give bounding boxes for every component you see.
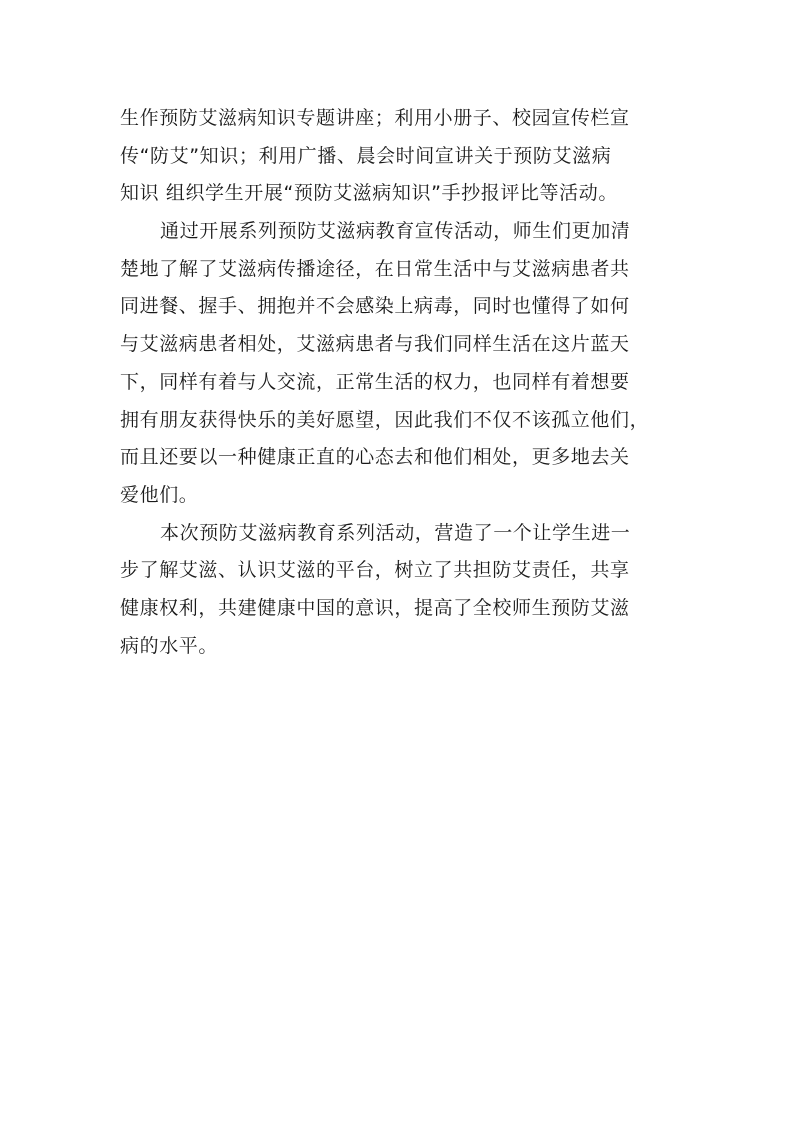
- paragraph-conclusion: [120, 515, 680, 666]
- paragraph-outcomes: [120, 213, 680, 515]
- text-line: 步了解艾滋、认识艾滋的平台，树立了共担防艾责任，共享: [120, 559, 630, 582]
- text-line: 下，同样有着与人交流，正常生活的权力，也同样有着想要: [120, 370, 630, 393]
- text-line: 楚地了解了艾滋病传播途径，在日常生活中与艾滋病患者共: [120, 257, 630, 280]
- text-line: 通过开展系列预防艾滋病教育宣传活动，师生们更加清: [160, 220, 631, 243]
- text-line: 知识 组织学生开展“预防艾滋病知识”手抄报评比等活动。: [120, 182, 618, 205]
- paragraph-continuation: [120, 100, 680, 213]
- text-line: 同进餐、握手、拥抱并不会感染上病毒，同时也懂得了如何: [120, 295, 630, 318]
- text-line: 健康权利，共建健康中国的意识，提高了全校师生预防艾滋: [120, 596, 630, 619]
- text-line: 而且还要以一种健康正直的心态去和他们相处，更多地去关: [120, 446, 630, 469]
- text-line: 病的水平。: [120, 634, 219, 657]
- text-line: 爱他们。: [120, 483, 199, 506]
- document-body: [120, 100, 680, 665]
- text-line: 生作预防艾滋病知识专题讲座；利用小册子、校园宣传栏宣: [120, 107, 630, 129]
- text-line: 本次预防艾滋病教育系列活动，营造了一个让学生进一: [160, 521, 631, 544]
- text-line: 传“防艾”知识；利用广播、晨会时间宣讲关于预防艾滋病: [120, 144, 612, 167]
- text-line: 与艾滋病患者相处，艾滋病患者与我们同样生活在这片蓝天: [120, 333, 630, 356]
- text-line: 拥有朋友获得快乐的美好愿望，因此我们不仅不该孤立他们，: [120, 408, 650, 431]
